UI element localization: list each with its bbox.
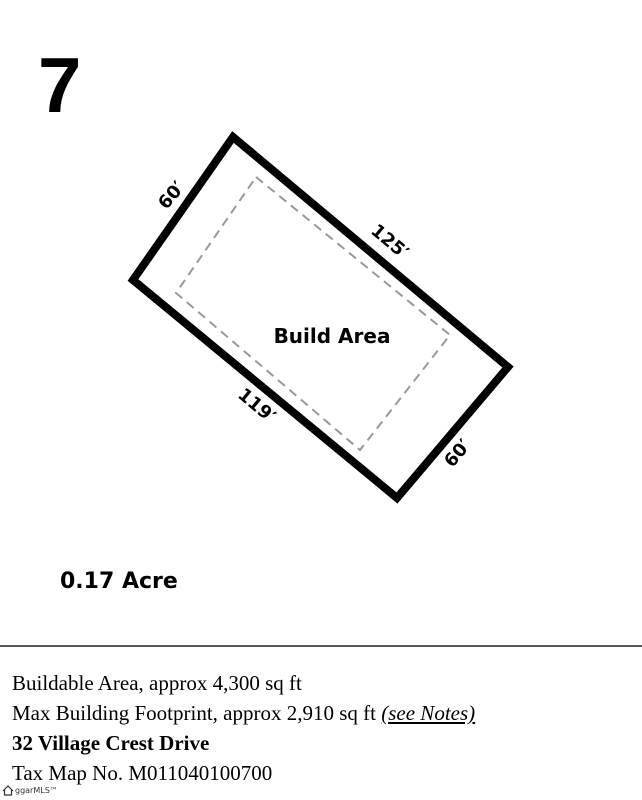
house-icon (2, 785, 14, 796)
see-notes-link[interactable]: (see Notes) (381, 701, 476, 725)
dimension-southeast: 60′ (440, 435, 476, 472)
dimension-northwest: 60′ (154, 177, 190, 214)
tax-map-number: Tax Map No. M011040100700 (12, 761, 273, 785)
build-area-label: Build Area (273, 324, 391, 348)
lot-acreage: 0.17 Acre (60, 569, 178, 594)
buildable-area-line: Buildable Area, approx 4,300 sq ft (12, 671, 302, 695)
mls-watermark-text: ggarMLS™ (15, 786, 58, 795)
mls-watermark (2, 785, 58, 796)
build-area-outline (176, 177, 450, 450)
max-footprint-text: Max Building Footprint, approx 2,910 sq ft (12, 701, 376, 725)
lot-number: 7 (38, 41, 82, 129)
lot-details (12, 668, 475, 788)
section-divider (0, 645, 642, 647)
property-address: 32 Village Crest Drive (12, 731, 210, 755)
dimension-southwest: 119′ (233, 384, 280, 428)
dimension-northeast: 125′ (366, 220, 413, 264)
max-footprint-line (12, 698, 475, 728)
